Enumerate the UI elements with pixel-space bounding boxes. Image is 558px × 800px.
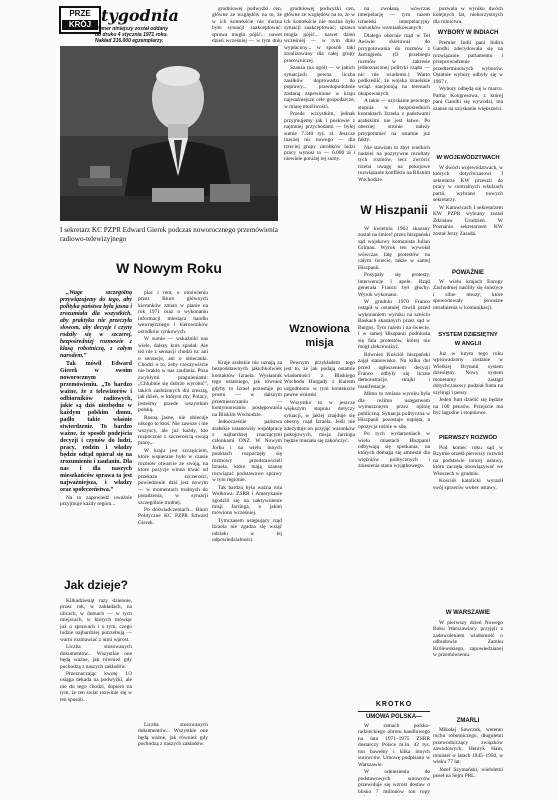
- column-1: [60, 290, 132, 572]
- print-info: [95, 26, 215, 44]
- hiszpania-paragraph-5: Mimo to zmiana wyroku była dla reżimu ustępstwem wymuszonym przez opinię publiczną. Sytuacja polityczna w Hiszpanii pozostaje napięta, a opozycja rośnie w siłę.: [358, 391, 430, 430]
- section-title-wybory-indie: WYBORY W INDIACH: [437, 30, 499, 36]
- section-title-warszawa: W WARSZAWIE: [445, 610, 491, 616]
- column-4-hiszpania: [358, 226, 430, 696]
- jarring-paragraph-6: Wszystko to w jeszcze większym stopniu dotyczy sytuacji, w jakiej znajduje się obecny rząd Izraela. Jeśli nie zdecyduje on przyjąć warunków pokojowych, misja Jarringa będzie musiała się zakończyć.: [284, 399, 355, 445]
- article-title-jarring: [284, 322, 355, 352]
- system-text: [433, 351, 503, 431]
- rozwod-paragraph-1: Pod koniec roku sąd w Rzymie orzekł pierwszy rozwód na podstawie nowej ustawy, która zaczęła obowiązywać we Włoszech w grudniu.: [433, 445, 503, 477]
- powaznie-paragraph-1: W wielu krajach Europy Zachodniej nasiliły się śnieżyce i silne mrozy, które spowodowały poważne utrudnienia w komunikacji.: [433, 279, 503, 311]
- col4-paragraph-3: A takie — uzyskanie pewnego stopnia w bezpośrednich kontaktach Izraela z państwami arabskimi nie jest łatwe. Po obecnej stronie należy przypomnieć na ostatnie już fakty.: [358, 98, 430, 144]
- col3-paragraph-3: Przede wszystkim, jednak przyjmujemy jak i posłowie z najmniej przychodami — byłej sumie 7.340 tyś. zł. Jeszcze inaczej nic nowego — dla trzeciej grupy zarobków ludzi pracy wynosi to — 6.000 zł i niewiele poniżej tej sumy.: [284, 111, 355, 163]
- section-title: tygodnia: [101, 6, 179, 25]
- nowy-rok-lead: „Wage szczególną przywiązujemy do tego, aby polityka państwa była jasna i zrozumiała dla wszystkich, aby praktyka nie przeczyła słowom, aby decyzje i czyny rodziły się w szczerej, bezpośredniej rozmowie z klasą robotniczą, z całym narodem.”: [60, 290, 132, 359]
- column-5: [433, 6, 503, 26]
- col4-paragraph-4: Nie stawiam tu zbyt wielkich nadziei na pozytywne rezultaty tych rozmów, lecz zwrócić trzeba uwagę na pokojowe rozwiązanie konfliktu na Bliskim Wschodzie.: [358, 144, 430, 183]
- zmarli-paragraph-2: Józef Szymański, wieloletni poseł na Sejm PRL.: [433, 766, 503, 780]
- logo-bottom-text: KRÓJ: [62, 20, 98, 30]
- indie-paragraph-2: Wybory odbędą się w marcu. Partia Kongresowa, z której pani Gandhi się wywodzi, ma szanse na uzyskanie większości.: [433, 86, 503, 112]
- wojewodztwa-paragraph-2: W Katowicach I sekretarzem KW PZPR wybrany został Zdzisław Grudzień. W Poznaniu sekretarzem KW został Jerzy Zasada.: [433, 204, 503, 237]
- system-paragraph-2: Jeden funt dzielić się będzie na 100 pensów. Przejście ma być łagodne i stopniowe.: [433, 397, 503, 417]
- col4-paragraph-2: Dlatego obecnie rząd w Tel Awiwie skierował do przygotowania do rozmów z Jarringiem. (O przebiegu rozmów w zakresie jednoznacznej polityki rządu — nic nie wiadomo.) Warto podkreślić, że wojska izraelskie wciąż stacjonują na terenach okupowanych.: [358, 32, 430, 97]
- section-title-wojewodztwa: W WOJEWÓDZTWACH: [436, 155, 500, 161]
- column-3-bottom: [212, 360, 282, 796]
- article-title-hiszpania: W Hiszpanii: [360, 203, 428, 217]
- nowy-rok-paragraph-1: Tak mówił Edward Gierek w swoim noworocznym przemówieniu. „To hardzo ważne, że z telewizorów i odbiorników radiowych, jakie są dziś niezbędne w każdym polskim domu, padło takie właśnie stwierdzenie. To bardzo ważne, że sposób podejścia decyzji i czynów do ludzi, pracy, rodzin i władzy będzie odtąd opierał się na zrozumieniu i zaufaniu. Dla nas i dla naszych mieszkańców sprawa ta jest najważniejsza, i władzy oraz społeczeństwa.”: [60, 361, 132, 493]
- jak-dzieje-paragraph-1: Kilkadziesiąt razy dziennie, przez rok, w zakładach, na ulicach, w domach — w tych miejscach, w których mówiąc już o sprawach i o tym, czego ludzie najbardziej potrzebują — warto rozmawiać z nimi wprost.: [60, 598, 132, 643]
- zmarli-paragraph-1: Mikołaj Sawczuk, weteran ruchu robotniczego, długoletni przewodniczący związków zawodowych. Henryk Hain, minister w latach 1945–1950, w wieku 77 lat.: [433, 727, 503, 766]
- nowy-rok-paragraph-5: Rosną jasne, nie obiecuje nikogo to ktoś. Nie zawsze i nie wszyscy, ale już każdy, kto rozpocznie z szczerością swoją pracę...: [138, 414, 208, 447]
- column-1-bottom: [60, 598, 132, 796]
- column-4-jarring: [284, 360, 355, 796]
- article-title-jak-dzieje: Jak dzieje?: [63, 578, 129, 592]
- hiszpania-paragraph-4: Również Kościół hiszpański zajął stanowisko. Na kilka dni przed ogłoszeniem decyzji Franco odbyły się liczne demonstracje, strajki i manifestacje.: [358, 351, 430, 390]
- krotko-subtitle: UMOWA POLSKA—: [365, 714, 423, 720]
- jak-dzieje-paragraph-3: Przeznaczając kwotę 1/3 osiąga dekada na podwyżki, ale nie do tego chodzi, dopiero na tym, że ten świat rozwinie się w ten sposób...: [60, 670, 132, 703]
- jak-dzieje-paragraph-3-cont: Liczba stosowanych dokumentów... Wszystkie one będą ważne, jak również gdy pochodzą z naszych zakładów.: [138, 722, 208, 748]
- article-title-nowy-rok: W Nowym Roku: [116, 260, 222, 276]
- krotko-paragraph-2: W odniesieniu do podstawowych surowców przewiduje się wzrost dostaw o blisko 7 milionów ton ropy: [358, 769, 430, 795]
- col3-paragraph-1: grudniowej podwyżki cen, główne ze względów na to, że w ich kontekście nie można było sytuacji zaakceptować; sprawa mogła pójść... nawet dzień wcześniej — w tym dniu wypłacony... w sposób taki zrealizowany dla całej grupy pracowniczej.: [284, 6, 355, 64]
- warszawa-text: [433, 620, 503, 714]
- warszawa-paragraph-1: W pierwszy dzień Nowego Roku Warszawiacy przyjęli z zadowoleniem wiadomość o odbudowie Zamku Królewskiego, zapowiedzianej w przemówieniu.: [433, 620, 503, 659]
- col4-paragraph-1: na zwołaną wówczas interpelację — tym razem izraelski interpelacyjny warunków wzmiankowanych.: [358, 6, 430, 32]
- nowy-rok-paragraph-2: Na to zapowiedź uważnie przyjmuje każdy region...: [60, 495, 132, 508]
- krotko-rule: [358, 711, 430, 712]
- section-title-zmarli: ZMARLI: [456, 718, 480, 724]
- system-paragraph-1: Już w lutym tego roku wprowadzony zostanie w Wielkiej Brytanii system dziesiętny. Nowy system monetarny zastąpi dotychczasowy podział funta na szylingi i pensy.: [433, 351, 503, 396]
- jarring-paragraph-5: Pewnym przykładem tego jest to, że jak podają ostatnie wiadomości z Bliskiego Wschodu Hurgady z Kairem uzgodniono w tym kontekście pewne wnioski.: [284, 360, 355, 399]
- col6-paragraph-0: pozwala w wyniku dwóch kolejnych lat, niekorzystnych dla rolnictwa.: [433, 6, 503, 25]
- section-title-rozwod: PIERWSZY ROZWÓD: [438, 435, 498, 441]
- print-info-line-3: Nakład 316.000 egzemplarzy.: [95, 38, 164, 44]
- nowy-rok-paragraph-6: W kraju jest szczęściem, które wspierane było w czasie rozmów otwarcie ze swoją, na które pozycje winna trwać od przekazu szczerości, powiedzenie dziś jest nowym — w momentach trudnych do poradzenia, w sytuacji szczególnie trudnej.: [138, 447, 208, 506]
- rozwod-text: [433, 445, 503, 605]
- jarring-paragraph-1: Kraje arabskie nie uznają za bezpodstawnych jakichkolwiek kontaktów Izraela. Wysłannik tego ostatniego, jak również gdyby to Izrael pozostaje po prostu — w dalszym przemieszczaniu — kontynuowaniu postępowania na Bliskim Wschodzie.: [212, 360, 282, 418]
- section-title-powaznie: POWAŻNIE: [451, 270, 484, 276]
- nowy-rok-paragraph-3: plac i rent, o omówieniu przez Biuro głównych kierunków zmian w planie na rok 1971 oraz o wykonaniu informacji miesiąca handlu wewnętrznego i kierowników ośrodków rynkowych.: [138, 290, 208, 335]
- jarring-paragraph-2: Jednocześnie państwa arabskie ustanowiły współpracę z najbardziej znaczącymi członkami ONZ. W Nowym Jorku i na wielu innych punktach rozpoczęły się rozmowy przedstawicieli Izraela, które mają szansę rozwiązać podstawowe sprawy w tym regionie.: [212, 419, 282, 484]
- column-4-krotko: [358, 723, 430, 796]
- indie-paragraph-1: Premier Indii pani Indira Gandhi zdecydowała się na rozwiązanie parlamentu i przeprowadzenie przedterminowych wyborów. Ostatnie wybory odbyły się w 1967 r.: [433, 40, 503, 85]
- hiszpania-paragraph-2: Posypały się protesty, interwencje i apele. Rząd generała Franco był głuchy. Wyrok wykonano.: [358, 272, 430, 298]
- column-3-top: [212, 6, 282, 46]
- section-subtitle-system: W ANGLII: [454, 341, 482, 347]
- print-info-line-1: Numer niniejszy został oddany: [95, 26, 169, 32]
- rozwod-paragraph-2: Kościół katolicki wyraził swój sprzeciw wobec ustawy.: [433, 478, 503, 491]
- logo-top-text: PRZE: [69, 9, 91, 18]
- print-info-line-2: do druku 4 stycznia 1971 roku.: [95, 32, 168, 38]
- powaznie-text: [433, 279, 503, 329]
- hiszpania-paragraph-6: Po tych wydarzeniach w wielu miastach Hiszpanii odbywają się spotkania, na których domaga się amnestii dla więźniów politycznych i zniesienia stanu wyjątkowego.: [358, 431, 430, 470]
- krotko-paragraph-1: W ramach polsko-radzieckiego obrotu handlowego na lata 1971–1975 ZSRR dostarczy Polsce m.in. 42 tys. ton bawełny i kilka innych surowców. Umowę podpisano w Warszawie.: [358, 723, 430, 768]
- nowy-rok-paragraph-7: Po doświadczeniach... Biuro Polityczne KC PZPR Edward Gierek.: [138, 506, 208, 526]
- jak-dzieje-paragraph-2: Liczba stosowanych dokumentów... Wszystkie one będą ważne, jak również gdy pochodzą z naszych zakładów.: [60, 644, 132, 670]
- jarring-title-text: Wznowiona misja: [289, 323, 350, 349]
- nowy-rok-paragraph-4: W sumie — wskaźniki nas wiele, dalszy kurs spadał. Ale też nie z sensacji chodzi tu: ani o sensacje, ani o obiecanki. Chodzi o to, żeby rzeczywiście nie brakło w nas zaufania. Poza zwykłymi pragnieniami: „Chlubnie się dobrze wyrobić”, takich zasłużonych dni zresztą, jak dzień, w którym my, Polacy, jesteśmy przede wszystkim polską.: [138, 336, 208, 414]
- col3-paragraph-2: Szansa (na ogół) — w jakich sytuacjach pewna liczba zasiłków doprowadzi do poprawy... prawdopodobnie zostaną zapewnione w kraju najważniejsze cele gospodarcze, w miarę możliwości.: [284, 65, 355, 110]
- section-title-system: SYSTEM DZIESIĘTNY: [438, 332, 498, 338]
- column-2: [138, 290, 208, 720]
- col3-top-paragraph: grudniowej podwyżki cen, główne ze względów na to, że w ich kontekście nie można było sytuacji zaakceptować; sprawa mogła pójść... nawet dzień wcześniej — w tym dniu: [212, 6, 282, 45]
- hiszpania-paragraph-3: W grudniu 1970 Franco ustąpił w ostatniej chwili przed wykonaniem wyroku na sześciu Baskach skazanych przez sąd w Burgos. Tym razem i na świecie, i w samej Hiszpanii podniosła się fala protestów, której nie mógł zlekceważyć.: [358, 298, 430, 351]
- hiszpania-paragraph-1: W kwietniu 1963 skazany został na śmierć przez hiszpański sąd wojskowy komunista Julian Grimau. Wyrok ten wywołał wówczas falę protestów na całym świecie, także w samej Hiszpanii.: [358, 226, 430, 271]
- indie-text: [433, 40, 503, 150]
- photo-caption: I sekretarz KC PZPR Edward Gierek podczas noworocznego przemówienia radiowo-telewizyjnego: [60, 226, 278, 243]
- wojewodztwa-paragraph-1: W dwóch województwach, w których dotychczasowi I sekretarze KW przeszli do pracy w centralnych władzach partii, wybrano nowych sekretarzy.: [433, 165, 503, 204]
- column-3: [284, 6, 355, 316]
- zmarli-text: [433, 727, 503, 796]
- column-2-bottom: [138, 722, 208, 796]
- wojewodztwa-text: [433, 165, 503, 265]
- gierek-photo: [60, 46, 278, 221]
- photo-illustration: [60, 46, 278, 221]
- jarring-paragraph-3: Tak bardzo była ważna rola Wołkowa. ZSRR i Amerykanie zgodzili się na uaktywnienie misji Jarringa, o jakim mówiono wcześniej.: [212, 484, 282, 517]
- column-4: [358, 6, 430, 194]
- section-title-krotko: KRÓTKO: [375, 701, 413, 708]
- jarring-paragraph-4: Tymczasem ustępujący rząd Izraela nie zgadza się wziąć udziału w tej odpowiedzialności.: [212, 517, 282, 544]
